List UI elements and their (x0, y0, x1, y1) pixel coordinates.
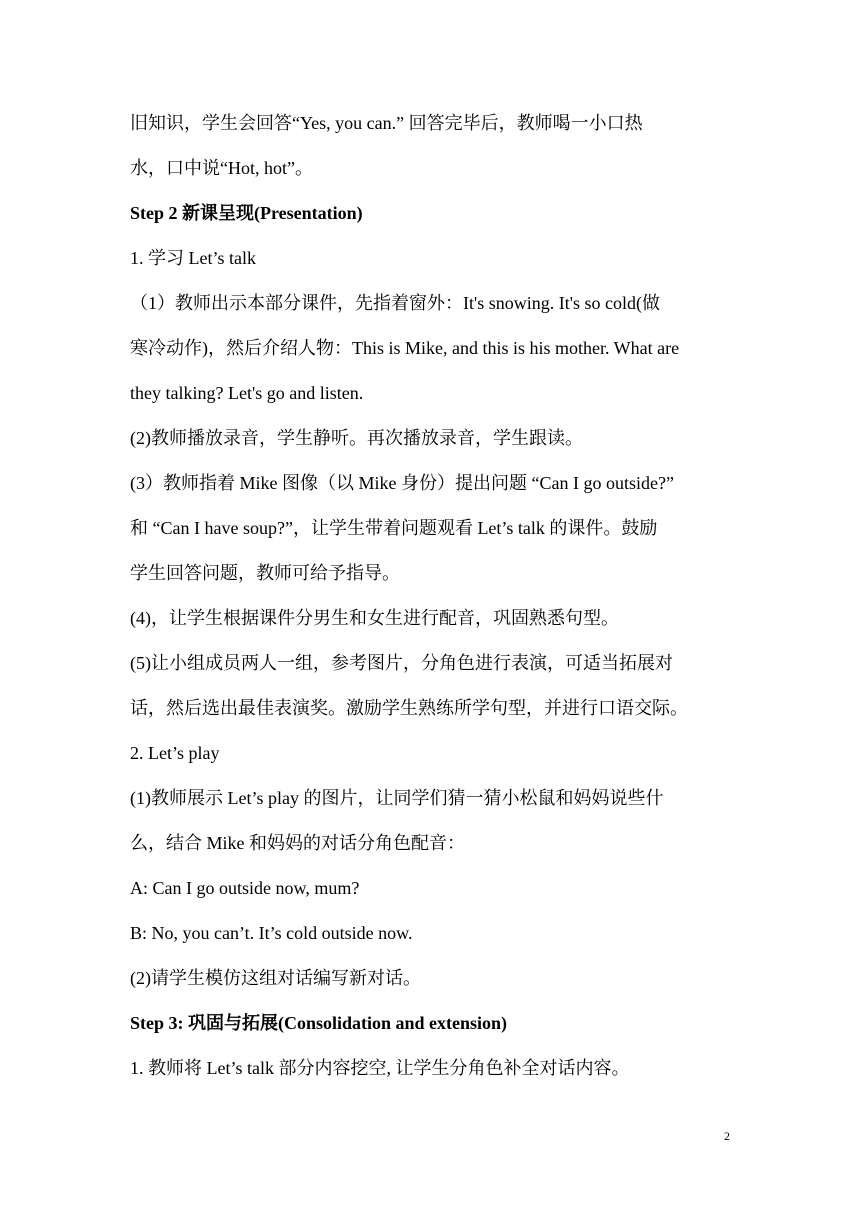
page-number: 2 (724, 1129, 730, 1143)
paragraph-line: 么，结合 Mike 和妈妈的对话分角色配音： (130, 833, 465, 853)
subheading: 1. 学习 Let’s talk (130, 248, 256, 268)
paragraph-line: (5)让小组成员两人一组，参考图片，分角色进行表演，可适当拓展对 (130, 653, 673, 673)
paragraph-line: they talking? Let's go and listen. (130, 383, 364, 403)
paragraph-line: (3）教师指着 Mike 图像（以 Mike 身份）提出问题 “Can I go outside?” (130, 473, 674, 493)
paragraph-line: (1)教师展示 Let’s play 的图片，让同学们猜一猜小松鼠和妈妈说些什 (130, 788, 664, 808)
section-heading: Step 3: 巩固与拓展(Consolidation and extension) (130, 1013, 508, 1033)
paragraph-line: （1）教师出示本部分课件，先指着窗外：It's snowing. It's so cold(做 (130, 293, 660, 313)
paragraph-line: 和 “Can I have soup?”，让学生带着问题观看 Let’s talk 的课件。鼓励 (130, 518, 658, 538)
document-body (130, 112, 732, 1102)
section-heading: Step 2 新课呈现(Presentation) (130, 203, 363, 223)
paragraph-line: 1. 教师将 Let’s talk 部分内容挖空, 让学生分角色补全对话内容。 (130, 1058, 630, 1078)
paragraph-line: 话，然后选出最佳表演奖。激励学生熟练所学句型，并进行口语交际。 (130, 698, 688, 718)
paragraph-line: 水，口中说“Hot, hot”。 (130, 158, 313, 178)
dialogue-line: A: Can I go outside now, mum? (130, 878, 360, 898)
paragraph-line: 学生回答问题，教师可给予指导。 (130, 563, 400, 583)
dialogue-line: B: No, you can’t. It’s cold outside now. (130, 923, 413, 943)
paragraph-line: (2)请学生模仿这组对话编写新对话。 (130, 968, 421, 988)
paragraph-line: (2)教师播放录音，学生静听。再次播放录音，学生跟读。 (130, 428, 583, 448)
paragraph-line: (4)，让学生根据课件分男生和女生进行配音，巩固熟悉句型。 (130, 608, 619, 628)
paragraph-line: 旧知识，学生会回答“Yes, you can.” 回答完毕后，教师喝一小口热 (130, 113, 643, 133)
subheading: 2. Let’s play (130, 743, 220, 763)
paragraph-line: 寒冷动作)，然后介绍人物：This is Mike, and this is his mother. What are (130, 338, 680, 358)
